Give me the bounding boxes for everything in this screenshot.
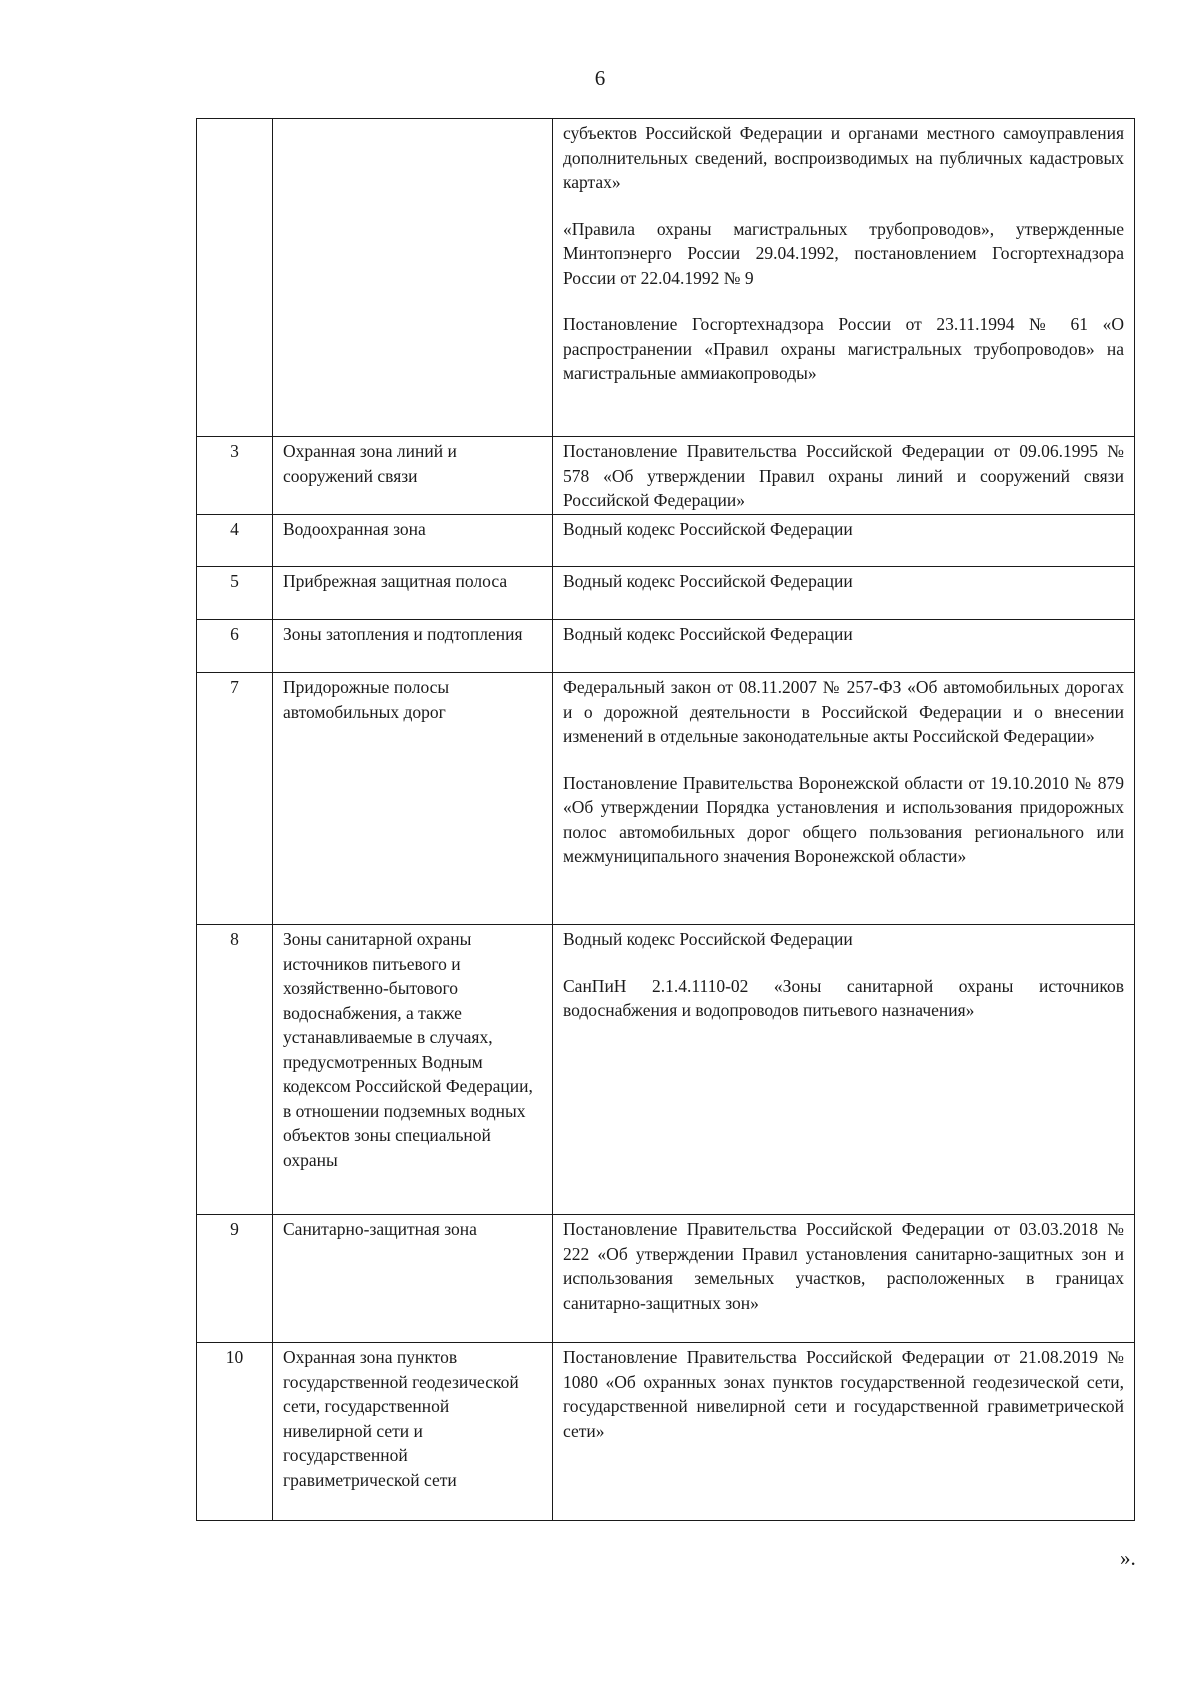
legal-act: Постановление Правительства Российской Федерации от 09.06.1995 № 578 «Об утверждении Правил охраны линий и сооружений связи Российской Федерации» xyxy=(563,441,1124,510)
legal-act: Постановление Правительства Воронежской области от 19.10.2010 № 879 «Об утверждении Порядка установления и использования придорожных полос автомобильных дорог общего пользования регионального или межмуниципального значения Воронежской области» xyxy=(563,772,1124,866)
zones-table xyxy=(196,118,1135,1521)
legal-act: «Правила охраны магистральных трубопроводов», утвержденные Минтопэнерго России 29.04.1992, постановлением Госгортехнадзора России от 22.04.1992 № 9 xyxy=(563,218,1124,288)
legal-act: Водный кодекс Российской Федерации xyxy=(563,929,853,949)
table-row xyxy=(197,119,1135,437)
row-number: 3 xyxy=(197,437,273,515)
table-row xyxy=(197,1343,1135,1521)
legal-acts xyxy=(553,1215,1135,1343)
legal-act: Водный кодекс Российской Федерации xyxy=(563,624,853,644)
legal-acts xyxy=(553,1343,1135,1521)
zone-name: Придорожные полосы автомобильных дорог xyxy=(273,673,553,925)
legal-acts xyxy=(553,620,1135,673)
row-number: 9 xyxy=(197,1215,273,1343)
table-row xyxy=(197,437,1135,515)
legal-acts xyxy=(553,673,1135,925)
page-number: 6 xyxy=(594,66,606,90)
legal-act: Постановление Правительства Российской Федерации от 03.03.2018 № 222 «Об утверждении Правил установления санитарно-защитных зон и использования земельных участков, расположенных в границах санитарно-защитных зон» xyxy=(563,1219,1124,1313)
legal-acts xyxy=(553,515,1135,567)
row-number: 7 xyxy=(197,673,273,925)
table-row xyxy=(197,620,1135,673)
zone-name: Водоохранная зона xyxy=(273,515,553,567)
table-row xyxy=(197,1215,1135,1343)
table-row xyxy=(197,515,1135,567)
legal-acts xyxy=(553,925,1135,1215)
legal-act: Постановление Госгортехнадзора России от 23.11.1994 № 61 «О распространении «Правил охраны магистральных трубопроводов» на магистральные аммиакопроводы» xyxy=(563,314,1124,383)
legal-act: субъектов Российской Федерации и органами местного самоуправления дополнительных сведений, воспроизводимых на публичных кадастровых картах» xyxy=(563,123,1124,192)
zone-name: Санитарно-защитная зона xyxy=(273,1215,553,1343)
zone-name: Зоны затопления и подтопления xyxy=(273,620,553,673)
row-number: 4 xyxy=(197,515,273,567)
row-number: 10 xyxy=(197,1343,273,1521)
table-row xyxy=(197,925,1135,1215)
zone-name: Охранная зона линий и сооружений связи xyxy=(273,437,553,515)
row-number: 8 xyxy=(197,925,273,1215)
zone-name xyxy=(273,119,553,437)
row-number xyxy=(197,119,273,437)
legal-act: СанПиН 2.1.4.1110-02 «Зоны санитарной охраны источников водоснабжения и водопроводов питьевого назначения» xyxy=(563,975,1124,1020)
table-row xyxy=(197,567,1135,620)
legal-acts xyxy=(553,119,1135,437)
table-row xyxy=(197,673,1135,925)
closing-quote-mark: ». xyxy=(1120,1546,1136,1570)
zone-name: Охранная зона пунктов государственной геодезической сети, государственной нивелирной сети и государственной гравиметрической сети xyxy=(273,1343,553,1521)
zone-name: Прибрежная защитная полоса xyxy=(273,567,553,620)
legal-act: Водный кодекс Российской Федерации xyxy=(563,519,853,539)
legal-act: Постановление Правительства Российской Федерации от 21.08.2019 № 1080 «Об охранных зонах пунктов государственной геодезической сети, государственной нивелирной сети и государственной гравиметрической сети» xyxy=(563,1347,1124,1441)
row-number: 6 xyxy=(197,620,273,673)
legal-act: Федеральный закон от 08.11.2007 № 257-ФЗ «Об автомобильных дорогах и о дорожной деятельности в Российской Федерации и о внесении изменений в отдельные законодательные акты Российской Федерации» xyxy=(563,677,1124,746)
legal-acts xyxy=(553,567,1135,620)
zone-name: Зоны санитарной охраны источников питьевого и хозяйственно-бытового водоснабжения, а также устанавливаемые в случаях, предусмотренных Водным кодексом Российской Федерации, в отношении подземных водных объектов зоны специальной охраны xyxy=(273,925,553,1215)
row-number: 5 xyxy=(197,567,273,620)
legal-act: Водный кодекс Российской Федерации xyxy=(563,571,853,591)
legal-acts xyxy=(553,437,1135,515)
